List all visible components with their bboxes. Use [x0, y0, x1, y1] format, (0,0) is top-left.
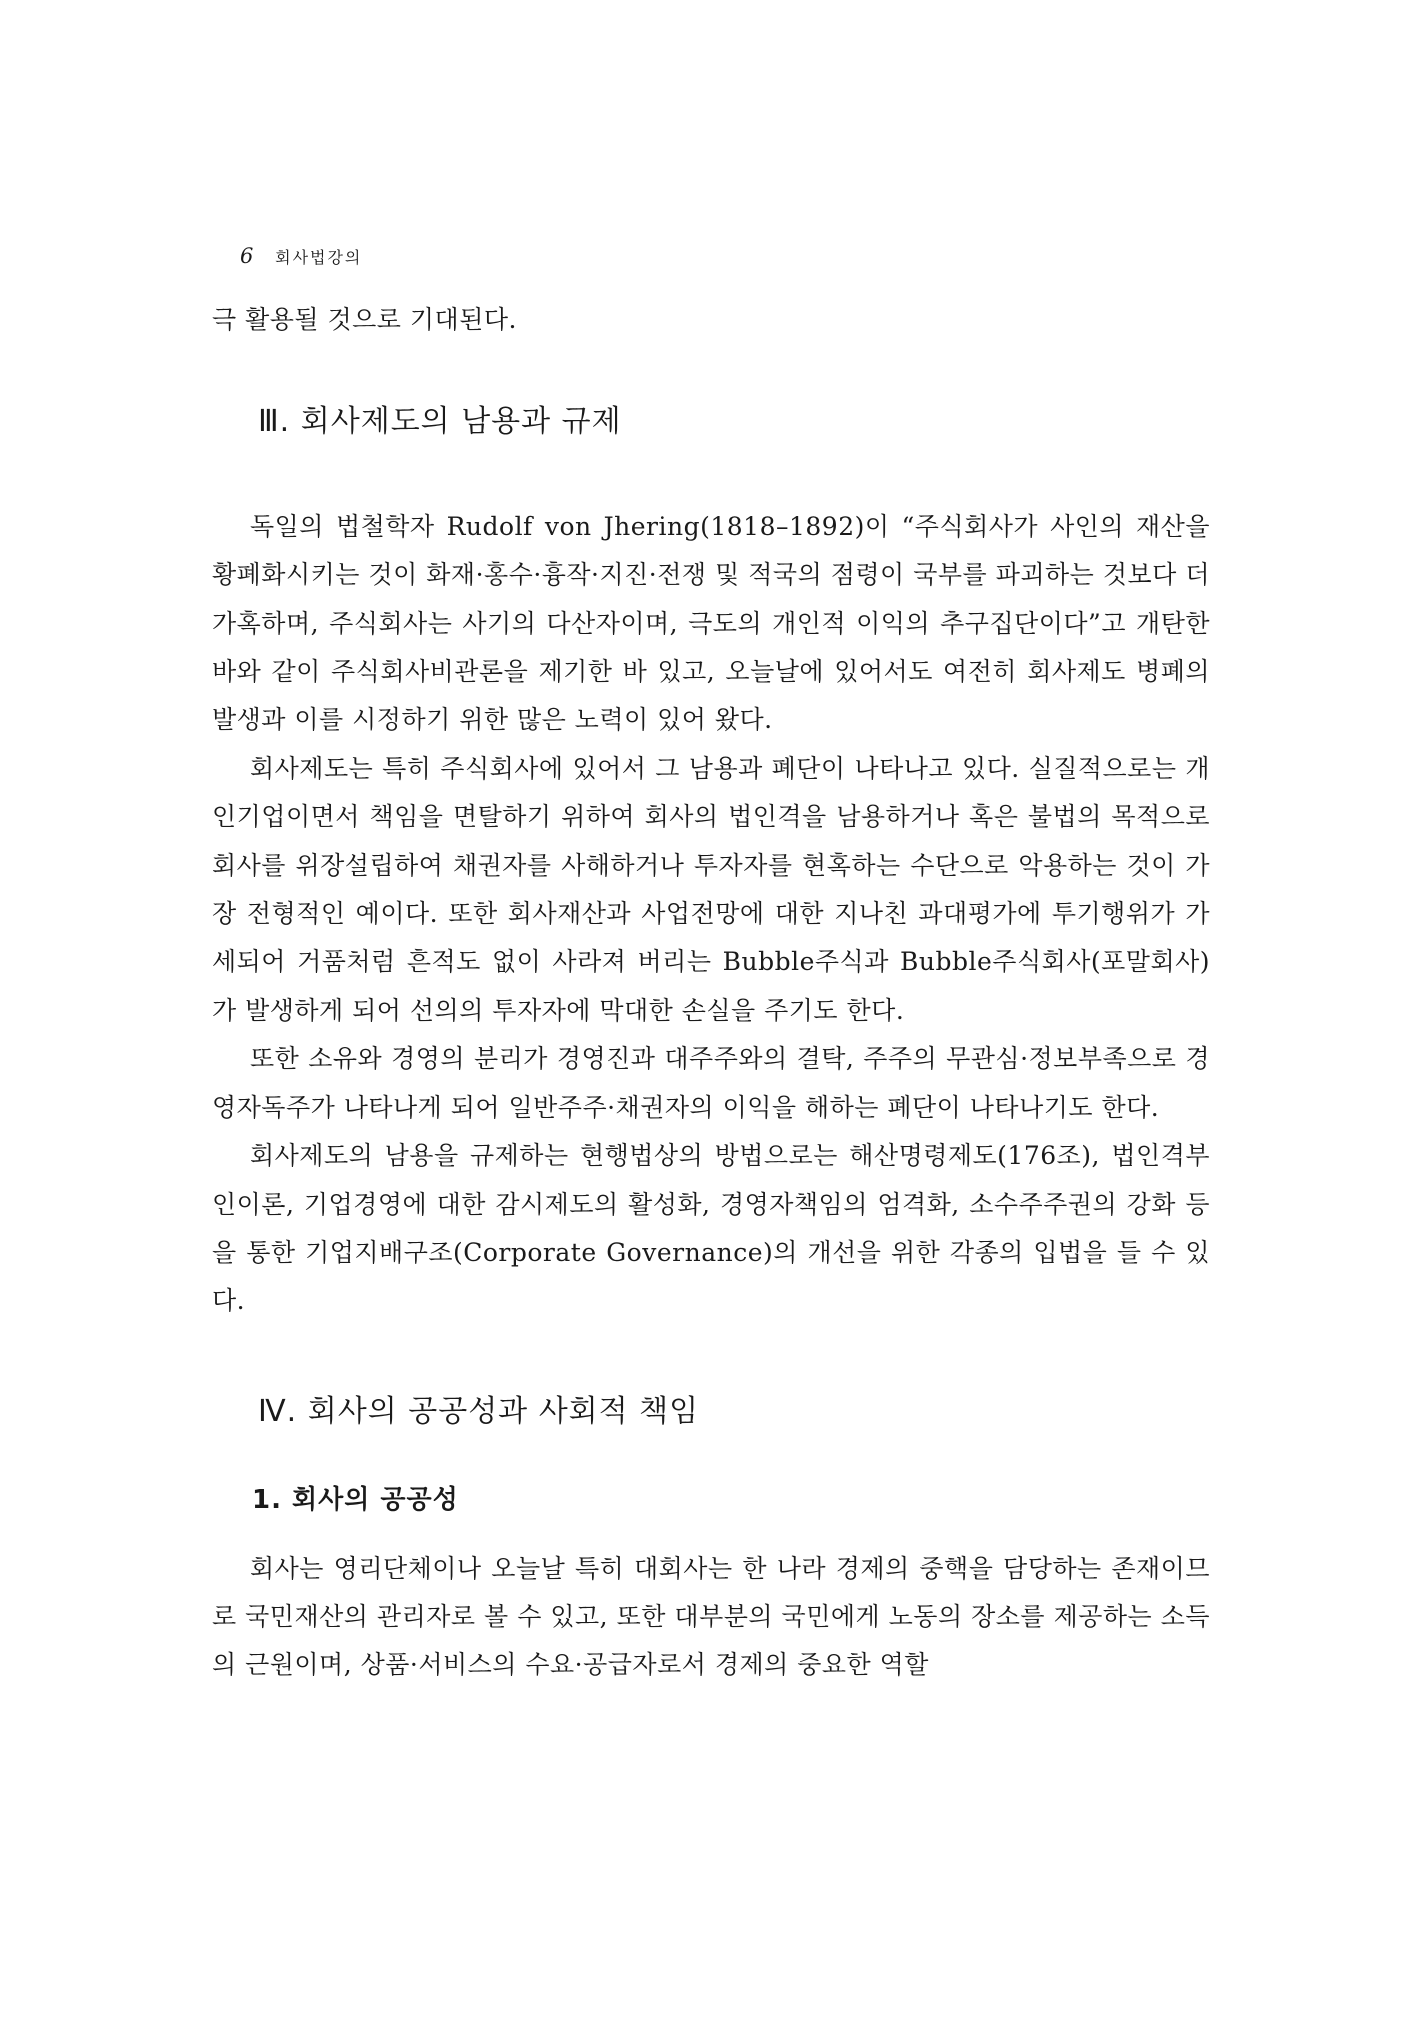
subsection-heading-1: 1. 회사의 공공성	[252, 1485, 459, 1516]
paragraph: 회사는 영리단체이나 오늘날 특히 대회사는 한 나라 경제의 중핵을 담당하는 존재이므로 국민재산의 관리자로 볼 수 있고, 또한 대부분의 국민에게 노동의 장소를 제공하는 소득의 근원이며, 상품·서비스의 수요·공급자로서 경제의 중요한 역할	[212, 1553, 1210, 1680]
running-header	[240, 244, 362, 268]
book-page	[212, 0, 1210, 2017]
paragraph: 독일의 법철학자 Rudolf von Jhering(1818–1892)이 “주식회사가 사인의 재산을 황폐화시키는 것이 화재·홍수·흉작·지진·전쟁 및 적국의 점령이 국부를 파괴하는 것보다 더 가혹하며, 주식회사는 사기의 다산자이며, 극도의 개인적 이익의 추구집단이다”고 개탄한 바와 같이 주식회사비관론을 제기한 바 있고, 오늘날에 있어서도 여전히 회사제도 병폐의 발생과 이를 시정하기 위한 많은 노력이 있어 왔다.	[212, 511, 1210, 735]
page-number: 6	[240, 244, 255, 268]
intro-line: 극 활용될 것으로 기대된다.	[212, 305, 517, 334]
paragraph: 또한 소유와 경영의 분리가 경영진과 대주주와의 결탁, 주주의 무관심·정보부족으로 경영자독주가 나타나게 되어 일반주주·채권자의 이익을 해하는 폐단이 나타나기도 한다.	[212, 1044, 1210, 1122]
section-heading-3: Ⅲ. 회사제도의 남용과 규제	[258, 404, 622, 440]
book-title: 회사법강의	[275, 248, 363, 267]
paragraph: 회사제도는 특히 주식회사에 있어서 그 남용과 폐단이 나타나고 있다. 실질적으로는 개인기업이면서 책임을 면탈하기 위하여 회사의 법인격을 남용하거나 혹은 불법의 목적으로 회사를 위장설립하여 채권자를 사해하거나 투자자를 현혹하는 수단으로 악용하는 것이 가장 전형적인 예이다. 또한 회사재산과 사업전망에 대한 지나친 과대평가에 투기행위가 가세되어 거품처럼 흔적도 없이 사라져 버리는 Bubble주식과 Bubble주식회사(포말회사)가 발생하게 되어 선의의 투자자에 막대한 손실을 주기도 한다.	[212, 753, 1210, 1025]
paragraph: 회사제도의 남용을 규제하는 현행법상의 방법으로는 해산명령제도(176조), 법인격부인이론, 기업경영에 대한 감시제도의 활성화, 경영자책임의 엄격화, 소수주주권의 강화 등을 통한 기업지배구조(Corporate Governance)의 개선을 위한 각종의 입법을 들 수 있다.	[212, 1141, 1210, 1316]
section-heading-4: Ⅳ. 회사의 공공성과 사회적 책임	[258, 1393, 700, 1429]
page-content	[212, 296, 1210, 1690]
